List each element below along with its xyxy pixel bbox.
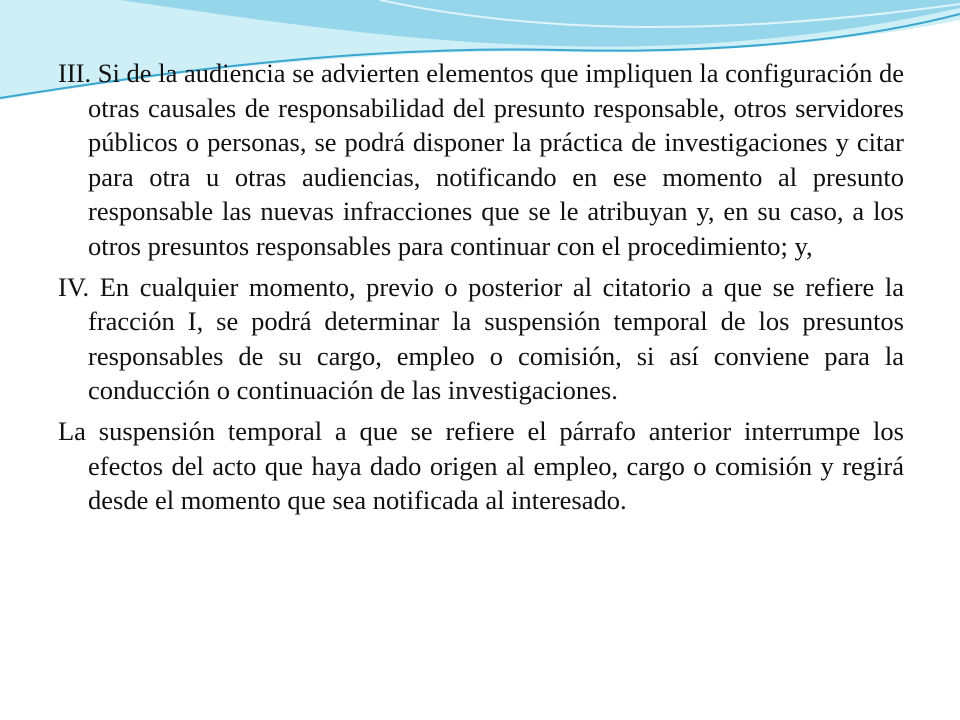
slide-body xyxy=(58,56,904,518)
paragraph-fraction-iii: III. Si de la audiencia se advierten elementos que impliquen la configuración de otras causales de responsabilidad del presunto responsable, otros servidores públicos o personas, se podrá disponer la práctica de investigaciones y citar para otra u otras audiencias, notificando en ese momento al presunto responsable las nuevas infracciones que se le atribuyan y, en su caso, a los otros presuntos responsables para continuar con el procedimiento; y, xyxy=(58,58,904,261)
paragraph-fraction-iv: IV. En cualquier momento, previo o posterior al citatorio a que se refiere la fracción I, se podrá determinar la suspensión temporal de los presuntos responsables de su cargo, empleo o comisión, si así conviene para la conducción o continuación de las investigaciones. xyxy=(58,271,904,406)
paragraph-suspension: La suspensión temporal a que se refiere el párrafo anterior interrumpe los efectos del acto que haya dado origen al empleo, cargo o comisión y regirá desde el momento que sea notificada al interesado. xyxy=(58,415,904,516)
